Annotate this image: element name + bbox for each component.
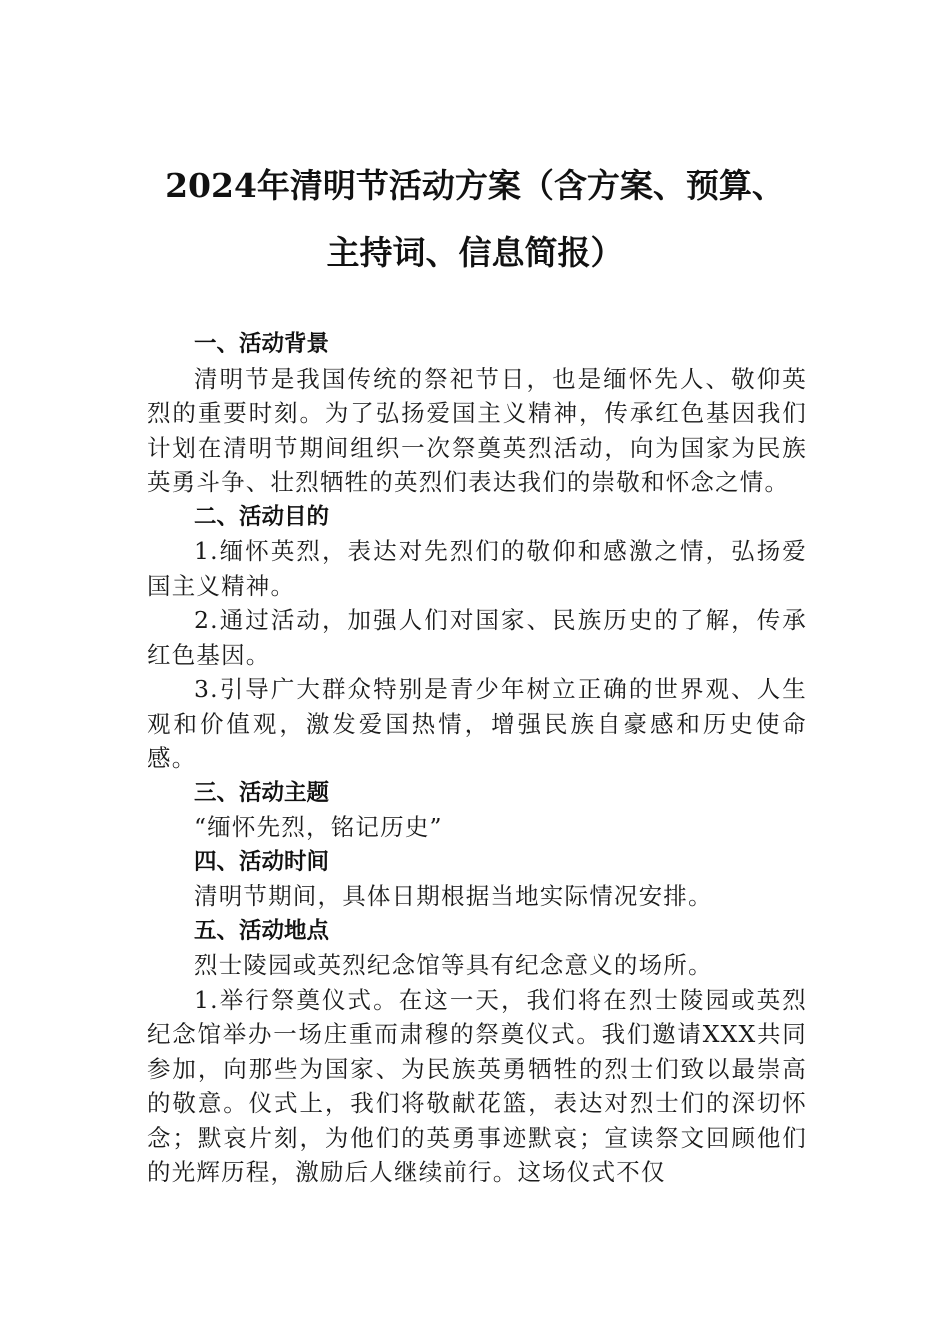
section-heading-location: 五、活动地点 [194,917,330,944]
paragraph-purpose-1: 1.缅怀英烈，表达对先烈们的敬仰和感激之情，弘扬爱国主义精神。 [147,537,807,600]
section-heading-purpose: 二、活动目的 [194,503,330,530]
paragraph-purpose-2: 2.通过活动，加强人们对国家、民族历史的了解，传承红色基因。 [147,606,807,669]
paragraph-ceremony: 1.举行祭奠仪式。在这一天，我们将在烈士陵园或英烈纪念馆举办一场庄重而肃穆的祭奠仪式。我们邀请XXX共同参加，向那些为国家、为民族英勇牺牲的烈士们致以最崇高的敬意。仪式上，我们将敬献花篮，表达对烈士们的深切怀念；默哀片刻，为他们的英勇事迹默哀；宣读祭文回顾他们的光辉历程，激励后人继续前行。这场仪式不仅 [147,985,807,1186]
document-body [147,327,807,1190]
document-title-line-1: 2024年清明节活动方案（含方案、预算、 [165,166,785,205]
paragraph-theme: “缅怀先烈，铭记历史” [194,813,443,841]
section-heading-theme: 三、活动主题 [194,779,330,806]
paragraph-purpose-3: 3.引导广大群众特别是青少年树立正确的世界观、人生观和价值观，激发爱国热情，增强民族自豪感和历史使命感。 [147,675,807,772]
document-title-line-2: 主持词、信息简报） [326,233,624,272]
section-heading-background: 一、活动背景 [194,331,330,357]
paragraph-time: 清明节期间，具体日期根据当地实际情况安排。 [194,882,713,910]
section-heading-time: 四、活动时间 [194,848,330,875]
paragraph-location: 烈士陵园或英烈纪念馆等具有纪念意义的场所。 [194,951,713,979]
paragraph-background: 清明节是我国传统的祭祀节日，也是缅怀先人、敬仰英烈的重要时刻。为了弘扬爱国主义精神，传承红色基因我们计划在清明节期间组织一次祭奠英烈活动，向为国家为民族英勇斗争、壮烈牺牲的英烈们表达我们的崇敬和怀念之情。 [147,364,807,496]
